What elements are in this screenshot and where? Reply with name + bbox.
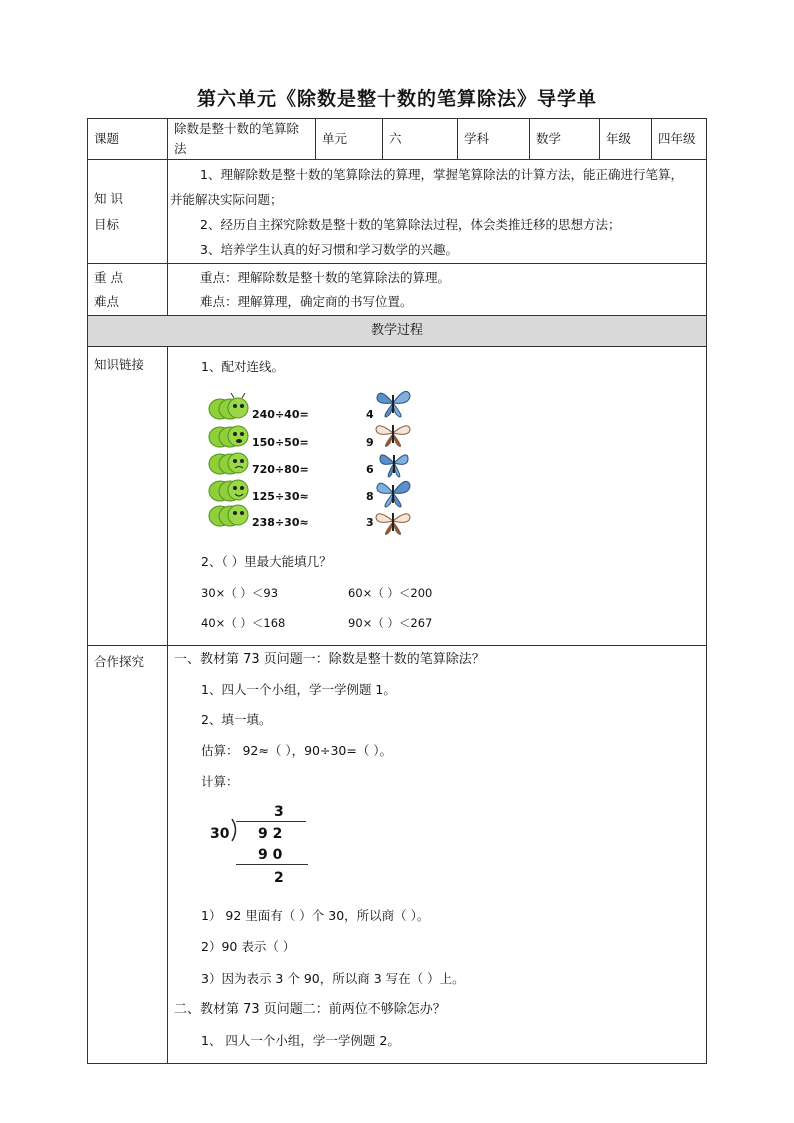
subject-label: 学科: [458, 119, 530, 160]
explore-content: [168, 646, 707, 1064]
butterfly-icon: [376, 447, 412, 479]
explore-label: 合作探究: [88, 646, 168, 1064]
problem-2-step-1: 1、 四人一个小组，学一学例题 2。: [201, 1033, 400, 1048]
match-expression: 125÷30≈: [252, 490, 309, 503]
objective-3: 3、培养学生认真的好习惯和学习数学的兴趣。: [200, 241, 458, 257]
butterfly-icon: [374, 477, 412, 509]
calc-label: 计算：: [201, 774, 239, 789]
grade-label: 年级: [600, 119, 652, 160]
objectives-label-line2: 目标: [94, 216, 120, 232]
sub-question-2: 2）90 表示（ ）: [201, 939, 296, 954]
objectives-row: [88, 160, 707, 264]
objective-2: 2、经历自主探究除数是整十数的笔算除法过程，体会类推迁移的思想方法；: [200, 216, 621, 232]
dividend: 9 2: [258, 826, 283, 842]
match-expression: 238÷30≈: [252, 516, 309, 529]
caterpillar-icon: [208, 475, 250, 503]
blank-expression: 40×（ ）＜168: [201, 616, 286, 630]
keypoints-label: [88, 264, 168, 316]
process-header-row: [88, 316, 707, 347]
step-1: 1、四人一个小组，学一学例题 1。: [201, 682, 396, 697]
match-expression: 240÷40=: [252, 408, 309, 421]
product: 9 0: [258, 847, 283, 863]
match-answer: 9: [366, 436, 374, 449]
unit-label: 单元: [316, 119, 383, 160]
blank-expression: 30×（ ）＜93: [201, 586, 279, 600]
butterfly-icon: [374, 507, 412, 537]
objectives-label-line1: 知 识: [94, 190, 123, 206]
topic-value: 除数是整十数的笔算除法: [168, 119, 316, 160]
unit-value: 六: [383, 119, 458, 160]
caterpillar-icon: [208, 448, 250, 476]
match-answer: 3: [366, 516, 374, 529]
blank-expression: 60×（ ）＜200: [348, 586, 433, 600]
link-content: [168, 347, 707, 646]
objectives-label: [88, 160, 168, 264]
subject-value: 数学: [530, 119, 600, 160]
explore-row: [88, 646, 707, 1064]
link-label: 知识链接: [88, 347, 168, 646]
division-bracket-icon: [230, 818, 240, 842]
match-answer: 4: [366, 408, 374, 421]
keypoints-content: [168, 264, 707, 316]
keypoint-difficulty: 难点：理解算理，确定商的书写位置。: [200, 293, 413, 309]
page-title: 第六单元《除数是整十数的笔算除法》导学单: [196, 88, 597, 110]
keypoint-key: 重点：理解除数是整十数的笔算除法的算理。: [200, 269, 451, 285]
match-expression: 720÷80=: [252, 463, 309, 476]
subtraction-line: [236, 864, 308, 865]
objective-1a: 1、理解除数是整十数的笔算除法的算理，掌握笔算除法的计算方法，能正确进行笔算，: [200, 166, 683, 182]
butterfly-icon: [374, 419, 412, 449]
keypoints-label-line1: 重 点: [94, 269, 123, 285]
worksheet-table: [87, 118, 707, 1064]
divisor: 30: [210, 826, 230, 842]
match-expression: 150÷50=: [252, 436, 309, 449]
problem-1: 一、教材第 73 页问题一：除数是整十数的笔算除法？: [174, 652, 485, 667]
keypoints-row: [88, 264, 707, 316]
quotient: 3: [274, 804, 284, 820]
estimate-line: 估算： 92≈（ ），90÷30=（ ）。: [201, 743, 393, 758]
link-row: [88, 347, 707, 646]
process-header: 教学过程: [88, 316, 707, 347]
step-2: 2、填一填。: [201, 712, 272, 727]
sub-question-3: 3）因为表示 3 个 90，所以商 3 写在（ ）上。: [201, 971, 465, 986]
header-row: [88, 119, 707, 160]
link-q1: 1、配对连线。: [201, 359, 284, 374]
grade-value: 四年级: [652, 119, 707, 160]
match-answer: 8: [366, 490, 374, 503]
division-bar: [236, 821, 306, 822]
butterfly-icon: [374, 387, 412, 419]
match-answer: 6: [366, 463, 374, 476]
problem-2: 二、教材第 73 页问题二：前两位不够除怎办？: [174, 1002, 446, 1017]
sub-question-1: 1） 92 里面有（ ）个 30，所以商（ ）。: [201, 908, 430, 923]
keypoints-label-line2: 难点: [94, 293, 120, 309]
objective-1b: 并能解决实际问题；: [170, 191, 283, 207]
topic-label: 课题: [88, 119, 168, 160]
caterpillar-icon: [208, 421, 250, 449]
objectives-content: [168, 160, 707, 264]
remainder: 2: [274, 870, 284, 886]
caterpillar-icon: [208, 393, 250, 421]
blank-expression: 90×（ ）＜267: [348, 616, 433, 630]
caterpillar-icon: [208, 501, 250, 527]
link-q2: 2、（ ）里最大能填几？: [201, 554, 332, 569]
